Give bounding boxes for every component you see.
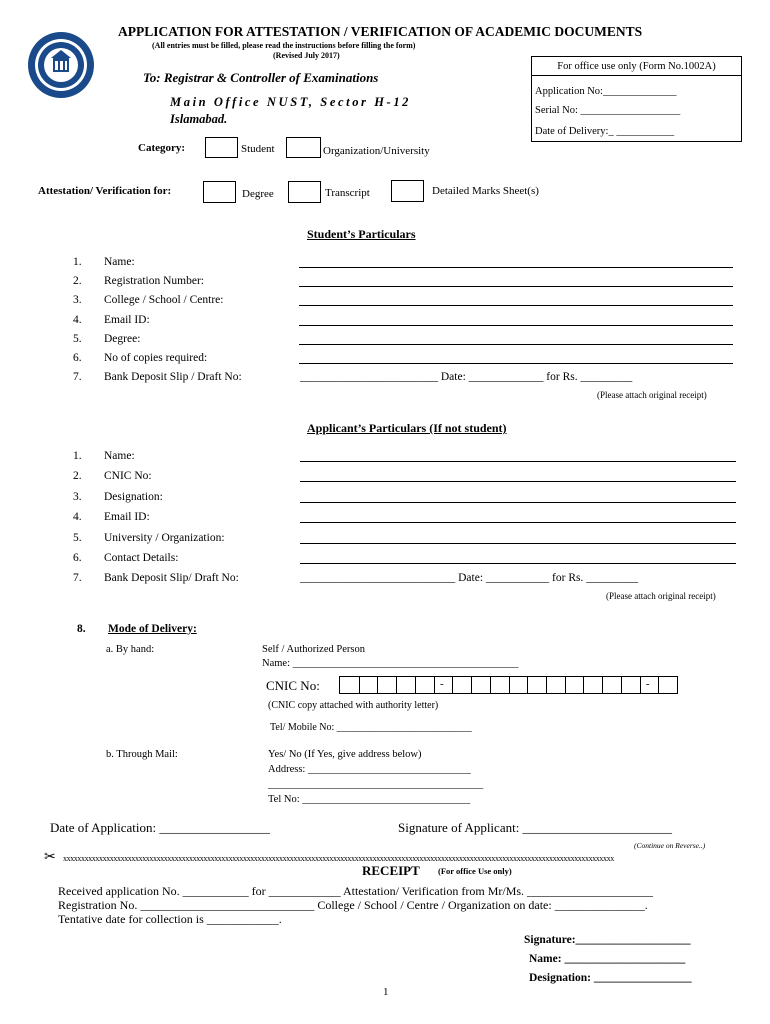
application-no-field: Application No:______________ xyxy=(535,86,677,97)
cnic-cell-divider xyxy=(640,677,641,693)
student-field-number: 2. xyxy=(73,275,82,288)
student-field-label: Email ID: xyxy=(104,313,150,326)
page-number: 1 xyxy=(383,986,389,998)
cnic-cell-divider xyxy=(377,677,378,693)
cnic-label: CNIC No: xyxy=(266,678,320,693)
receipt-designation[interactable]: Designation: _________________ xyxy=(529,972,692,984)
applicant-field-number: 2. xyxy=(73,470,82,483)
receipt-heading: RECEIPT xyxy=(362,863,420,878)
receipt-name[interactable]: Name: _____________________ xyxy=(529,953,686,965)
applicant-field-input-line[interactable] xyxy=(300,563,736,564)
date-of-application[interactable]: Date of Application: _________________ xyxy=(50,820,270,835)
cnic-cell-divider xyxy=(621,677,622,693)
address-line[interactable]: Address: _______________________________ xyxy=(268,764,471,775)
applicant-receipt-note: (Please attach original receipt) xyxy=(606,591,716,601)
addressee-to: To: Registrar & Controller of Examinations xyxy=(143,70,379,85)
applicant-field-input-line[interactable] xyxy=(300,481,736,482)
self-authorized-text: Self / Authorized Person xyxy=(262,644,365,655)
applicant-field-number: 4. xyxy=(73,511,82,524)
marks-sheet-option-label: Detailed Marks Sheet(s) xyxy=(432,185,539,197)
applicant-particulars-heading: Applicant’s Particulars (If not student) xyxy=(307,421,507,435)
cnic-cell-divider xyxy=(546,677,547,693)
student-field-label: No of copies required: xyxy=(104,352,208,364)
applicant-field-label: Email ID: xyxy=(104,511,150,524)
applicant-field-label: Name: xyxy=(104,450,135,462)
applicant-field-number: 3. xyxy=(73,490,82,503)
organization-checkbox[interactable] xyxy=(286,137,321,158)
student-field-input-line[interactable] xyxy=(299,267,733,268)
student-bank-line[interactable]: ________________________ Date: _____________ for Rs. _________ xyxy=(300,371,633,383)
addressee-line2: Islamabad. xyxy=(170,112,228,126)
form-instructions: (All entries must be filled, please read the instructions before filling the form) xyxy=(152,41,416,50)
cnic-cell-divider xyxy=(396,677,397,693)
cnic-cell-divider xyxy=(490,677,491,693)
student-field-number: 7. xyxy=(73,371,82,384)
mail-yes-no: Yes/ No (If Yes, give address below) xyxy=(268,749,422,760)
delivery-number: 8. xyxy=(77,623,86,635)
authorized-name-line[interactable]: Name: ___________________________________________ xyxy=(262,658,519,669)
scissors-icon: ✂ xyxy=(44,850,56,865)
organization-option-label: Organization/University xyxy=(323,145,430,157)
tel-no-line[interactable]: Tel No: ________________________________ xyxy=(268,794,471,805)
form-revision: (Revised July 2017) xyxy=(273,51,340,60)
applicant-field-label: Contact Details: xyxy=(104,552,179,564)
cnic-cell-divider xyxy=(658,677,659,693)
applicant-field-input-line[interactable] xyxy=(300,543,736,544)
applicant-field-label: University / Organization: xyxy=(104,531,225,544)
student-field-input-line[interactable] xyxy=(299,286,733,287)
office-use-heading: For office use only (Form No.1002A) xyxy=(532,57,741,76)
address-line-2[interactable]: _________________________________________ xyxy=(268,779,484,790)
degree-option-label: Degree xyxy=(242,188,274,200)
cnic-cell-divider xyxy=(359,677,360,693)
by-hand-label: a. By hand: xyxy=(106,644,155,655)
student-field-label: Registration Number: xyxy=(104,275,204,288)
delivery-heading: Mode of Delivery: xyxy=(108,623,197,635)
applicant-field-label: Bank Deposit Slip/ Draft No: xyxy=(104,572,239,585)
attestation-label: Attestation/ Verification for: xyxy=(38,185,172,197)
serial-no-field: Serial No: ___________________ xyxy=(535,105,681,116)
student-checkbox[interactable] xyxy=(205,137,238,158)
cnic-cell-divider xyxy=(434,677,435,693)
marks-sheet-checkbox[interactable] xyxy=(391,180,424,202)
student-field-input-line[interactable] xyxy=(299,363,733,364)
applicant-field-label: CNIC No: xyxy=(104,470,152,483)
continue-note: (Continue on Reverse..) xyxy=(634,841,706,850)
cnic-cell-divider xyxy=(565,677,566,693)
cnic-cell-divider xyxy=(527,677,528,693)
signature-of-applicant[interactable]: Signature of Applicant: _______________________ xyxy=(398,820,673,835)
cnic-note: (CNIC copy attached with authority letter) xyxy=(268,700,439,711)
student-field-input-line[interactable] xyxy=(299,325,733,326)
date-of-delivery-field: Date of Delivery:_ ___________ xyxy=(535,126,675,137)
cnic-cell-divider xyxy=(583,677,584,693)
cnic-cell-divider xyxy=(602,677,603,693)
form-title: APPLICATION FOR ATTESTATION / VERIFICATION OF ACADEMIC DOCUMENTS xyxy=(118,24,643,39)
student-field-number: 5. xyxy=(73,332,82,345)
applicant-field-number: 7. xyxy=(73,572,82,585)
student-field-number: 6. xyxy=(73,352,82,364)
tel-mobile-line[interactable]: Tel/ Mobile No: ___________________________ xyxy=(270,722,472,733)
university-seal-icon xyxy=(26,30,96,100)
cnic-cell-divider xyxy=(415,677,416,693)
student-field-label: Name: xyxy=(104,256,135,268)
transcript-checkbox[interactable] xyxy=(288,181,321,203)
nust-logo xyxy=(26,30,96,105)
student-option-label: Student xyxy=(241,143,275,155)
cnic-dash: - xyxy=(645,678,650,690)
office-use-box xyxy=(531,56,742,142)
student-field-input-line[interactable] xyxy=(299,344,733,345)
applicant-field-number: 1. xyxy=(73,450,82,462)
student-field-number: 1. xyxy=(73,256,82,268)
applicant-field-label: Designation: xyxy=(104,490,163,503)
applicant-bank-line[interactable]: ___________________________ Date: ___________ for Rs. _________ xyxy=(300,572,638,584)
applicant-field-input-line[interactable] xyxy=(300,502,736,503)
receipt-signature[interactable]: Signature:____________________ xyxy=(524,934,691,946)
receipt-line-3: Tentative date for collection is ____________. xyxy=(58,912,282,926)
applicant-field-number: 5. xyxy=(73,531,82,544)
degree-checkbox[interactable] xyxy=(203,181,236,203)
through-mail-label: b. Through Mail: xyxy=(106,749,178,760)
receipt-heading-sub: (For office Use only) xyxy=(438,866,512,876)
student-field-label: Degree: xyxy=(104,332,141,345)
student-field-label: College / School / Centre: xyxy=(104,294,224,307)
student-field-label: Bank Deposit Slip / Draft No: xyxy=(104,371,242,384)
student-particulars-heading: Student’s Particulars xyxy=(307,227,416,241)
receipt-line-1: Received application No. ___________ for ____________ Attestation/ Verification from Mr/Ms. _____________________ xyxy=(58,884,654,898)
applicant-field-input-line[interactable] xyxy=(300,522,736,523)
transcript-option-label: Transcript xyxy=(325,187,370,199)
cut-line: xxxxxxxxxxxxxxxxxxxxxxxxxxxxxxxxxxxxxxxxxxxxxxxxxxxxxxxxxxxxxxxxxxxxxxxxxxxxxxxxxxxxxxxxxxxxxxxxxxxxxxxxxxxxxxxxxxxxxxxxxxxxxxxxxxxxxxxxxxxxxxxxxxxxxxxxx xyxy=(63,854,614,863)
cnic-input-boxes[interactable] xyxy=(339,676,678,694)
student-field-number: 4. xyxy=(73,313,82,326)
addressee-line1: Main Office NUST, Sector H-12 xyxy=(170,95,412,109)
cnic-cell-divider xyxy=(471,677,472,693)
cnic-cell-divider xyxy=(452,677,453,693)
student-field-input-line[interactable] xyxy=(299,305,733,306)
applicant-field-number: 6. xyxy=(73,552,82,564)
student-receipt-note: (Please attach original receipt) xyxy=(597,390,707,400)
applicant-field-input-line[interactable] xyxy=(300,461,736,462)
cnic-cell-divider xyxy=(509,677,510,693)
receipt-line-2: Registration No. _____________________________ College / School / Centre / Organization on date: _______________. xyxy=(58,898,648,912)
cnic-dash: - xyxy=(439,678,444,690)
student-field-number: 3. xyxy=(73,294,82,307)
category-label: Category: xyxy=(138,142,186,154)
